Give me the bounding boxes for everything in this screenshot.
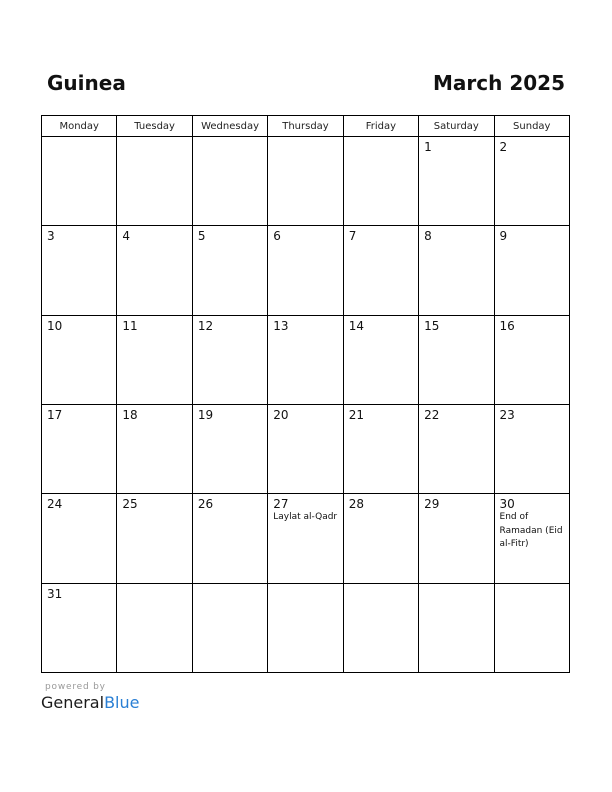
day-cell [419, 315, 494, 404]
day-number: 27 [273, 497, 289, 512]
day-number: 8 [424, 229, 432, 244]
day-cell [268, 583, 343, 672]
day-cell [268, 315, 343, 404]
weekday-header-row [42, 116, 570, 137]
day-number [419, 584, 493, 587]
day-cell [192, 315, 267, 404]
day-cell [192, 583, 267, 672]
calendar-grid [41, 115, 570, 673]
day-cell [494, 315, 569, 404]
day-number [268, 584, 342, 587]
day-number: 11 [122, 318, 138, 333]
day-number: 31 [47, 586, 63, 601]
day-number [42, 137, 116, 140]
day-number: 12 [197, 318, 214, 333]
day-number [117, 137, 191, 140]
day-cell [268, 226, 343, 315]
day-number: 3 [47, 229, 55, 244]
day-cell [494, 583, 569, 672]
week-row-2 [42, 226, 570, 315]
day-cell [268, 137, 343, 226]
day-number: 25 [122, 497, 138, 512]
day-number: 18 [122, 407, 138, 422]
day-number: 29 [424, 497, 440, 512]
day-cell [268, 494, 343, 583]
day-number: 17 [47, 407, 63, 422]
powered-by-label: powered by [45, 682, 106, 692]
day-cell [42, 315, 117, 404]
day-cell [42, 583, 117, 672]
day-cell [494, 494, 569, 583]
day-number [344, 137, 418, 140]
day-cell [192, 137, 267, 226]
weekday-tuesday: Tuesday [117, 116, 192, 137]
day-cell [343, 315, 418, 404]
day-cell [419, 226, 494, 315]
day-cell [343, 494, 418, 583]
day-number: 21 [348, 407, 364, 422]
week-row-3 [42, 315, 570, 404]
week-row-1 [42, 137, 570, 226]
generalblue-logo[interactable] [41, 693, 139, 713]
brand-blue-text: Blue [104, 693, 140, 712]
day-cell [192, 404, 267, 493]
day-number: 10 [47, 318, 63, 333]
day-number: 30 [499, 497, 515, 512]
day-cell [117, 494, 192, 583]
day-cell [268, 404, 343, 493]
weekday-thursday: Thursday [268, 116, 343, 137]
holiday-label: Laylat al-Qadr [273, 512, 338, 523]
day-cell [419, 137, 494, 226]
day-cell [117, 226, 192, 315]
day-number: 19 [197, 407, 214, 422]
day-number [495, 584, 569, 587]
day-cell [192, 226, 267, 315]
day-number: 14 [348, 318, 364, 333]
day-number: 28 [348, 497, 364, 512]
day-number [193, 584, 267, 587]
day-cell [419, 494, 494, 583]
brand-general-text: General [41, 693, 105, 712]
weekday-friday: Friday [343, 116, 418, 137]
week-row-4 [42, 404, 570, 493]
day-number [117, 584, 191, 587]
day-cell [117, 404, 192, 493]
day-number: 23 [499, 407, 515, 422]
day-number: 15 [424, 318, 440, 333]
day-number: 7 [348, 229, 357, 244]
week-row-6 [42, 583, 570, 672]
day-number: 2 [499, 140, 508, 154]
day-number: 4 [122, 229, 131, 244]
day-cell [343, 137, 418, 226]
day-number: 24 [47, 497, 63, 512]
month-title: March 2025 [433, 71, 565, 95]
holiday-label: End of Ramadan (Eid al-Fitr) [499, 512, 563, 550]
day-cell [494, 404, 569, 493]
day-cell [494, 137, 569, 226]
day-cell [494, 226, 569, 315]
weekday-wednesday: Wednesday [192, 116, 267, 137]
day-number [268, 137, 342, 140]
day-cell [42, 137, 117, 226]
day-number: 16 [499, 318, 515, 333]
day-number [344, 584, 418, 587]
day-number: 26 [197, 497, 214, 512]
day-cell [117, 583, 192, 672]
day-cell [42, 494, 117, 583]
day-cell [192, 494, 267, 583]
week-row-5 [42, 494, 570, 583]
day-cell [419, 404, 494, 493]
day-cell [42, 226, 117, 315]
day-cell [117, 137, 192, 226]
day-number: 22 [424, 407, 440, 422]
day-cell [343, 404, 418, 493]
weekday-monday: Monday [42, 116, 117, 137]
country-title: Guinea [47, 71, 126, 95]
day-number: 20 [273, 407, 289, 422]
day-cell [419, 583, 494, 672]
day-number [193, 137, 267, 140]
day-cell [42, 404, 117, 493]
weekday-saturday: Saturday [419, 116, 494, 137]
day-number: 13 [273, 318, 289, 333]
day-number: 1 [424, 140, 432, 154]
day-cell [343, 583, 418, 672]
day-number: 5 [197, 229, 206, 244]
day-cell [117, 315, 192, 404]
weekday-sunday: Sunday [494, 116, 569, 137]
day-number: 9 [499, 229, 508, 244]
day-number: 6 [273, 229, 281, 244]
day-cell [343, 226, 418, 315]
